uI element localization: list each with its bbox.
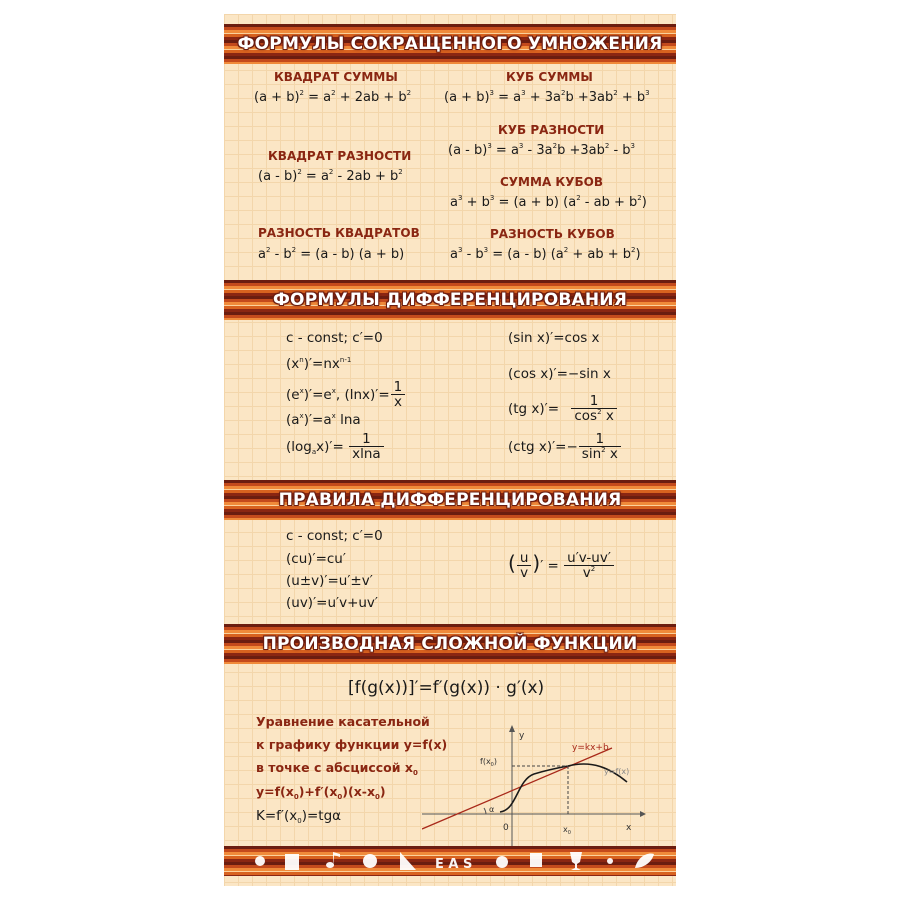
tangent-graph xyxy=(422,720,652,850)
heading-square-of-difference: КВАДРАТ РАЗНОСТИ xyxy=(268,149,412,163)
footer-band xyxy=(224,846,676,876)
tangent-text-line-1: Уравнение касательной xyxy=(256,714,430,729)
trophy-icon xyxy=(570,852,582,870)
heading-cube-of-difference: КУБ РАЗНОСТИ xyxy=(498,123,605,137)
leaf-icon xyxy=(635,854,654,868)
school-icons-decoration xyxy=(240,846,660,876)
formula-difference-of-cubes: $a^3 - b^3 = (a - b) (a^2$ + ab + $b^2$) xyxy=(450,246,641,262)
x-axis-label: x xyxy=(626,823,632,833)
tangent-line-label: y=kx+b xyxy=(572,743,609,753)
tangent-line xyxy=(422,748,612,829)
curve-label: y=f(x) xyxy=(604,767,630,776)
origin-label: 0 xyxy=(503,823,509,833)
section-title-abbrev-mult: ФОРМУЛЫ СОКРАЩЕННОГО УМНОЖЕНИЯ xyxy=(237,34,663,54)
heading-sum-of-cubes: СУММА КУБОВ xyxy=(500,175,603,189)
easel-icon xyxy=(530,853,542,867)
section-header-band xyxy=(224,24,676,64)
triangle-ruler-icon xyxy=(400,852,416,870)
letters-icon: E A S xyxy=(435,857,473,872)
atom-icon xyxy=(607,858,613,864)
heading-difference-of-squares: РАЗНОСТЬ КВАДРАТОВ xyxy=(258,226,420,240)
y-axis-arrow xyxy=(509,725,515,732)
chain-rule-formula: [f(g(x))]′=f′(g(x)) · g′(x) xyxy=(348,678,545,698)
rule-constant: c - const; c′=0 xyxy=(286,528,383,544)
section-header-band xyxy=(224,480,676,520)
sun-icon xyxy=(255,856,265,866)
music-note-icon xyxy=(326,852,340,868)
heading-difference-of-cubes: РАЗНОСТЬ КУБОВ xyxy=(490,227,615,241)
rule-sum: (u±v)′=u′±v′ xyxy=(286,573,373,589)
globe-icon xyxy=(363,854,377,868)
formula-cos-derivative: (cos x)′=−sin x xyxy=(508,366,611,382)
book-icon xyxy=(285,854,299,870)
rule-constant-multiple: (cu)′=cu′ xyxy=(286,551,346,567)
heading-cube-of-sum: КУБ СУММЫ xyxy=(506,70,593,84)
formula-power-derivative: $(x^n)'=nx^{n-1}$ xyxy=(286,356,352,372)
section-title-diff-rules: ПРАВИЛА ДИФФЕРЕНЦИРОВАНИЯ xyxy=(278,490,622,510)
y-axis-label: y xyxy=(519,731,525,741)
ln-derivative-label: (lnx)′= xyxy=(344,387,390,403)
formula-exp-ln-derivative: $(e^x)'=e^x$, (lnx)′= $\frac{1}{x}$ xyxy=(286,380,406,410)
section-header-band xyxy=(224,624,676,664)
fx0-label: $f(x_0)$ xyxy=(480,757,497,768)
tangent-equation: $y=f(x_0)+f'(x_0)(x-x_0)$ xyxy=(256,784,386,801)
formula-cube-of-sum: $(a + b)^3 = a^3 + 3a^2b +3ab^2 + b^3$ xyxy=(444,89,650,105)
rule-product: (uv)′=u′v+uv′ xyxy=(286,595,378,611)
formula-square-of-sum: $(a + b)^2 = a^2 + 2ab + b^2$ xyxy=(254,89,412,105)
formula-tg-derivative: (tg x)′= $\frac{1}{\cos^2 x}$ xyxy=(508,394,618,424)
slope-formula: $K=f'(x_0)=tg\alpha$ xyxy=(256,808,342,825)
formula-difference-of-squares: $a^2 - b^2 = (a - b) (a + b)$ xyxy=(258,246,405,262)
formula-ctg-derivative: (ctg x)′=− $\frac{1}{\sin^2 x}$ xyxy=(508,432,622,462)
alpha-label: α xyxy=(489,805,495,814)
section-title-diff-formulas: ФОРМУЛЫ ДИФФЕРЕНЦИРОВАНИЯ xyxy=(272,290,627,310)
formula-square-of-difference: $(a - b)^2 = a^2 - 2ab + b^2$ xyxy=(258,168,403,184)
section-title-chain-rule: ПРОИЗВОДНАЯ СЛОЖНОЙ ФУНКЦИИ xyxy=(262,634,638,654)
x-axis-arrow xyxy=(640,811,646,817)
poster xyxy=(224,14,676,886)
heading-square-of-sum: КВАДРАТ СУММЫ xyxy=(274,70,398,84)
section-header-band xyxy=(224,280,676,320)
alpha-arc xyxy=(484,808,486,814)
tangent-text-line-2: к графику функции y=f(x) xyxy=(256,737,448,752)
formula-log-derivative: $(\log_ax)'=$ $\frac{1}{xlna}$ xyxy=(286,432,385,462)
formula-sin-derivative: (sin x)′=cos x xyxy=(508,330,600,346)
formula-sum-of-cubes: $a^3 + b^3 = (a + b)$ ($a^2$ - ab + $b^2$) xyxy=(450,194,647,210)
formula-exponential-derivative: $(a^x)'=a^x$ lna xyxy=(286,412,361,428)
tangent-text-line-3: в точке с абсциссой $x_0$ xyxy=(256,760,418,777)
formula-cube-of-difference: $(a - b)^3 = a^3 - 3a^2b +3ab^2 - b^3$ xyxy=(448,142,635,158)
ball-icon xyxy=(496,856,508,868)
formula-constant-derivative: c - const; c′=0 xyxy=(286,330,383,346)
x0-label: $x_0$ xyxy=(563,825,571,836)
rule-quotient: ( $\frac{u}{v}$ )′ = $\frac{u'v-uv'}{v^2}$ xyxy=(508,551,615,581)
